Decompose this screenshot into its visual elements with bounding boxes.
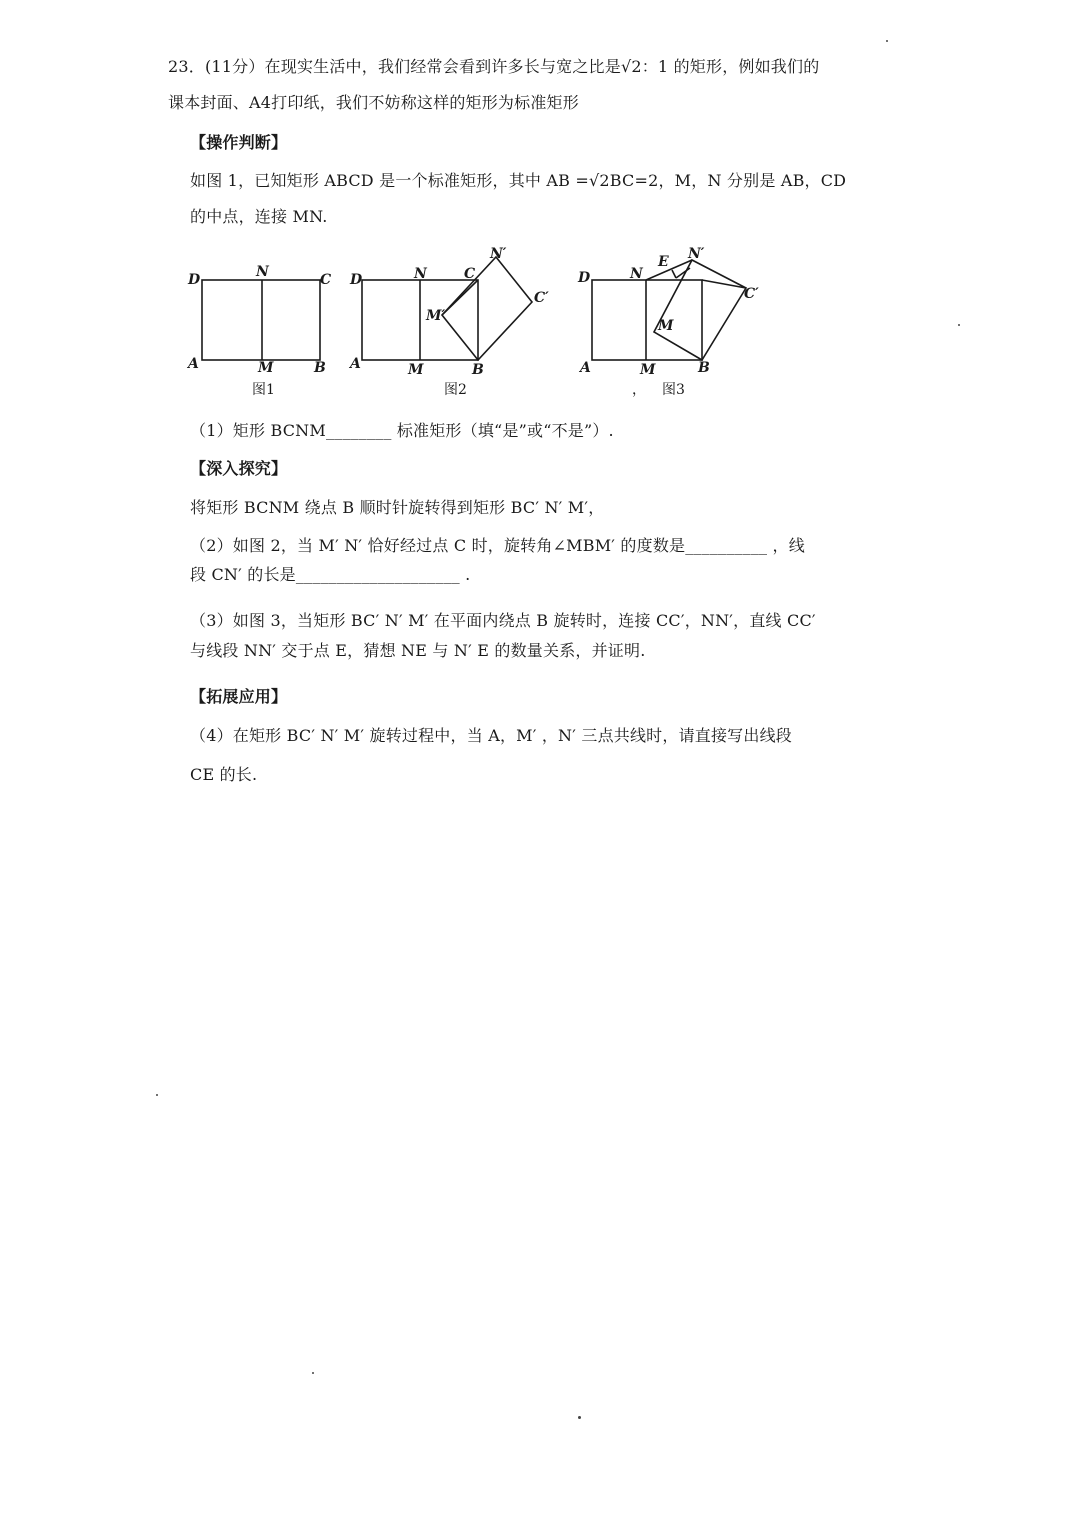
geometry-figures [180, 238, 780, 408]
section-deep-exploration-title: 【深入探究】 [190, 459, 288, 478]
scan-speck [886, 40, 888, 42]
fig1-label-a: A [188, 356, 199, 372]
section-operation-judgment-title: 【操作判断】 [190, 133, 288, 152]
figure-2-diagram [362, 257, 532, 360]
fig3-label-e: E [658, 254, 669, 270]
scan-speck [958, 324, 960, 326]
question-1: （1）矩形 BCNM________ 标准矩形（填“是”或“不是”）. [190, 421, 614, 440]
question-3-line-2: 与线段 NN′ 交于点 E，猜想 NE 与 N′ E 的数量关系，并证明. [190, 641, 646, 660]
fig3-label-d: D [578, 270, 591, 286]
fig3-label-m-rotated: M [658, 318, 674, 334]
problem-intro-line-2: 课本封面、A4打印纸，我们不妨称这样的矩形为标准矩形 [168, 93, 579, 112]
fig1-label-n: N [256, 264, 269, 280]
fig1-label-c: C [320, 272, 332, 288]
fig3-label-a: A [580, 360, 591, 376]
fig3-label-b: B [698, 360, 710, 376]
fig3-label-n-prime: N′ [688, 246, 705, 262]
section-1-text-line-2: 的中点，连接 MN. [190, 207, 328, 226]
scan-speck [156, 1094, 158, 1096]
fig2-label-n: N [414, 266, 427, 282]
fig1-label-b: B [314, 360, 326, 376]
question-2-line-2: 段 CN′ 的长是____________________ . [190, 565, 471, 584]
problem-intro-line-1: 23．(11分）在现实生活中，我们经常会看到许多长与宽之比是√2：1 的矩形，例如我们的 [168, 57, 820, 76]
fig3-label-m: M [640, 362, 656, 378]
fig2-label-d: D [350, 272, 363, 288]
fig1-label-d: D [188, 272, 201, 288]
section-extended-application-title: 【拓展应用】 [190, 687, 288, 706]
fig2-label-a: A [350, 356, 361, 372]
fig2-label-n-prime: N′ [490, 246, 507, 262]
fig1-label-m: M [258, 360, 274, 376]
fig2-label-m: M [408, 362, 424, 378]
section-2-intro: 将矩形 BCNM 绕点 B 顺时针旋转得到矩形 BC′ N′ M′， [190, 498, 605, 517]
fig2-label-c: C [464, 266, 476, 282]
scan-speck [312, 1372, 314, 1374]
fig3-label-n: N [630, 266, 643, 282]
fig2-label-b: B [472, 362, 484, 378]
question-2-line-1: （2）如图 2，当 M′ N′ 恰好经过点 C 时，旋转角∠MBM′ 的度数是__________ ，线 [190, 536, 805, 555]
figure-1-diagram [202, 280, 320, 360]
figure-3-caption: 图3 [662, 382, 685, 398]
scan-speck [578, 1416, 581, 1419]
fig3-label-c-prime: C′ [744, 286, 759, 302]
question-3-line-1: （3）如图 3，当矩形 BC′ N′ M′ 在平面内绕点 B 旋转时，连接 CC′，NN′，直线 CC′ [190, 611, 816, 630]
question-4-line-1: （4）在矩形 BC′ N′ M′ 旋转过程中，当 A，M′ ，N′ 三点共线时，请直接写出线段 [190, 726, 792, 745]
figure-1-caption: 图1 [252, 382, 275, 398]
fig2-label-c-prime: C′ [534, 290, 549, 306]
figure-2-caption: 图2 [444, 382, 467, 398]
figure-3-comma: ， [632, 382, 646, 398]
fig2-label-m-prime: M′ [426, 308, 446, 324]
figure-3-diagram [592, 260, 746, 360]
section-1-text-line-1: 如图 1，已知矩形 ABCD 是一个标准矩形，其中 AB =√2BC=2，M，N 分别是 AB，CD [190, 171, 847, 190]
question-4-line-2: CE 的长. [190, 765, 258, 784]
